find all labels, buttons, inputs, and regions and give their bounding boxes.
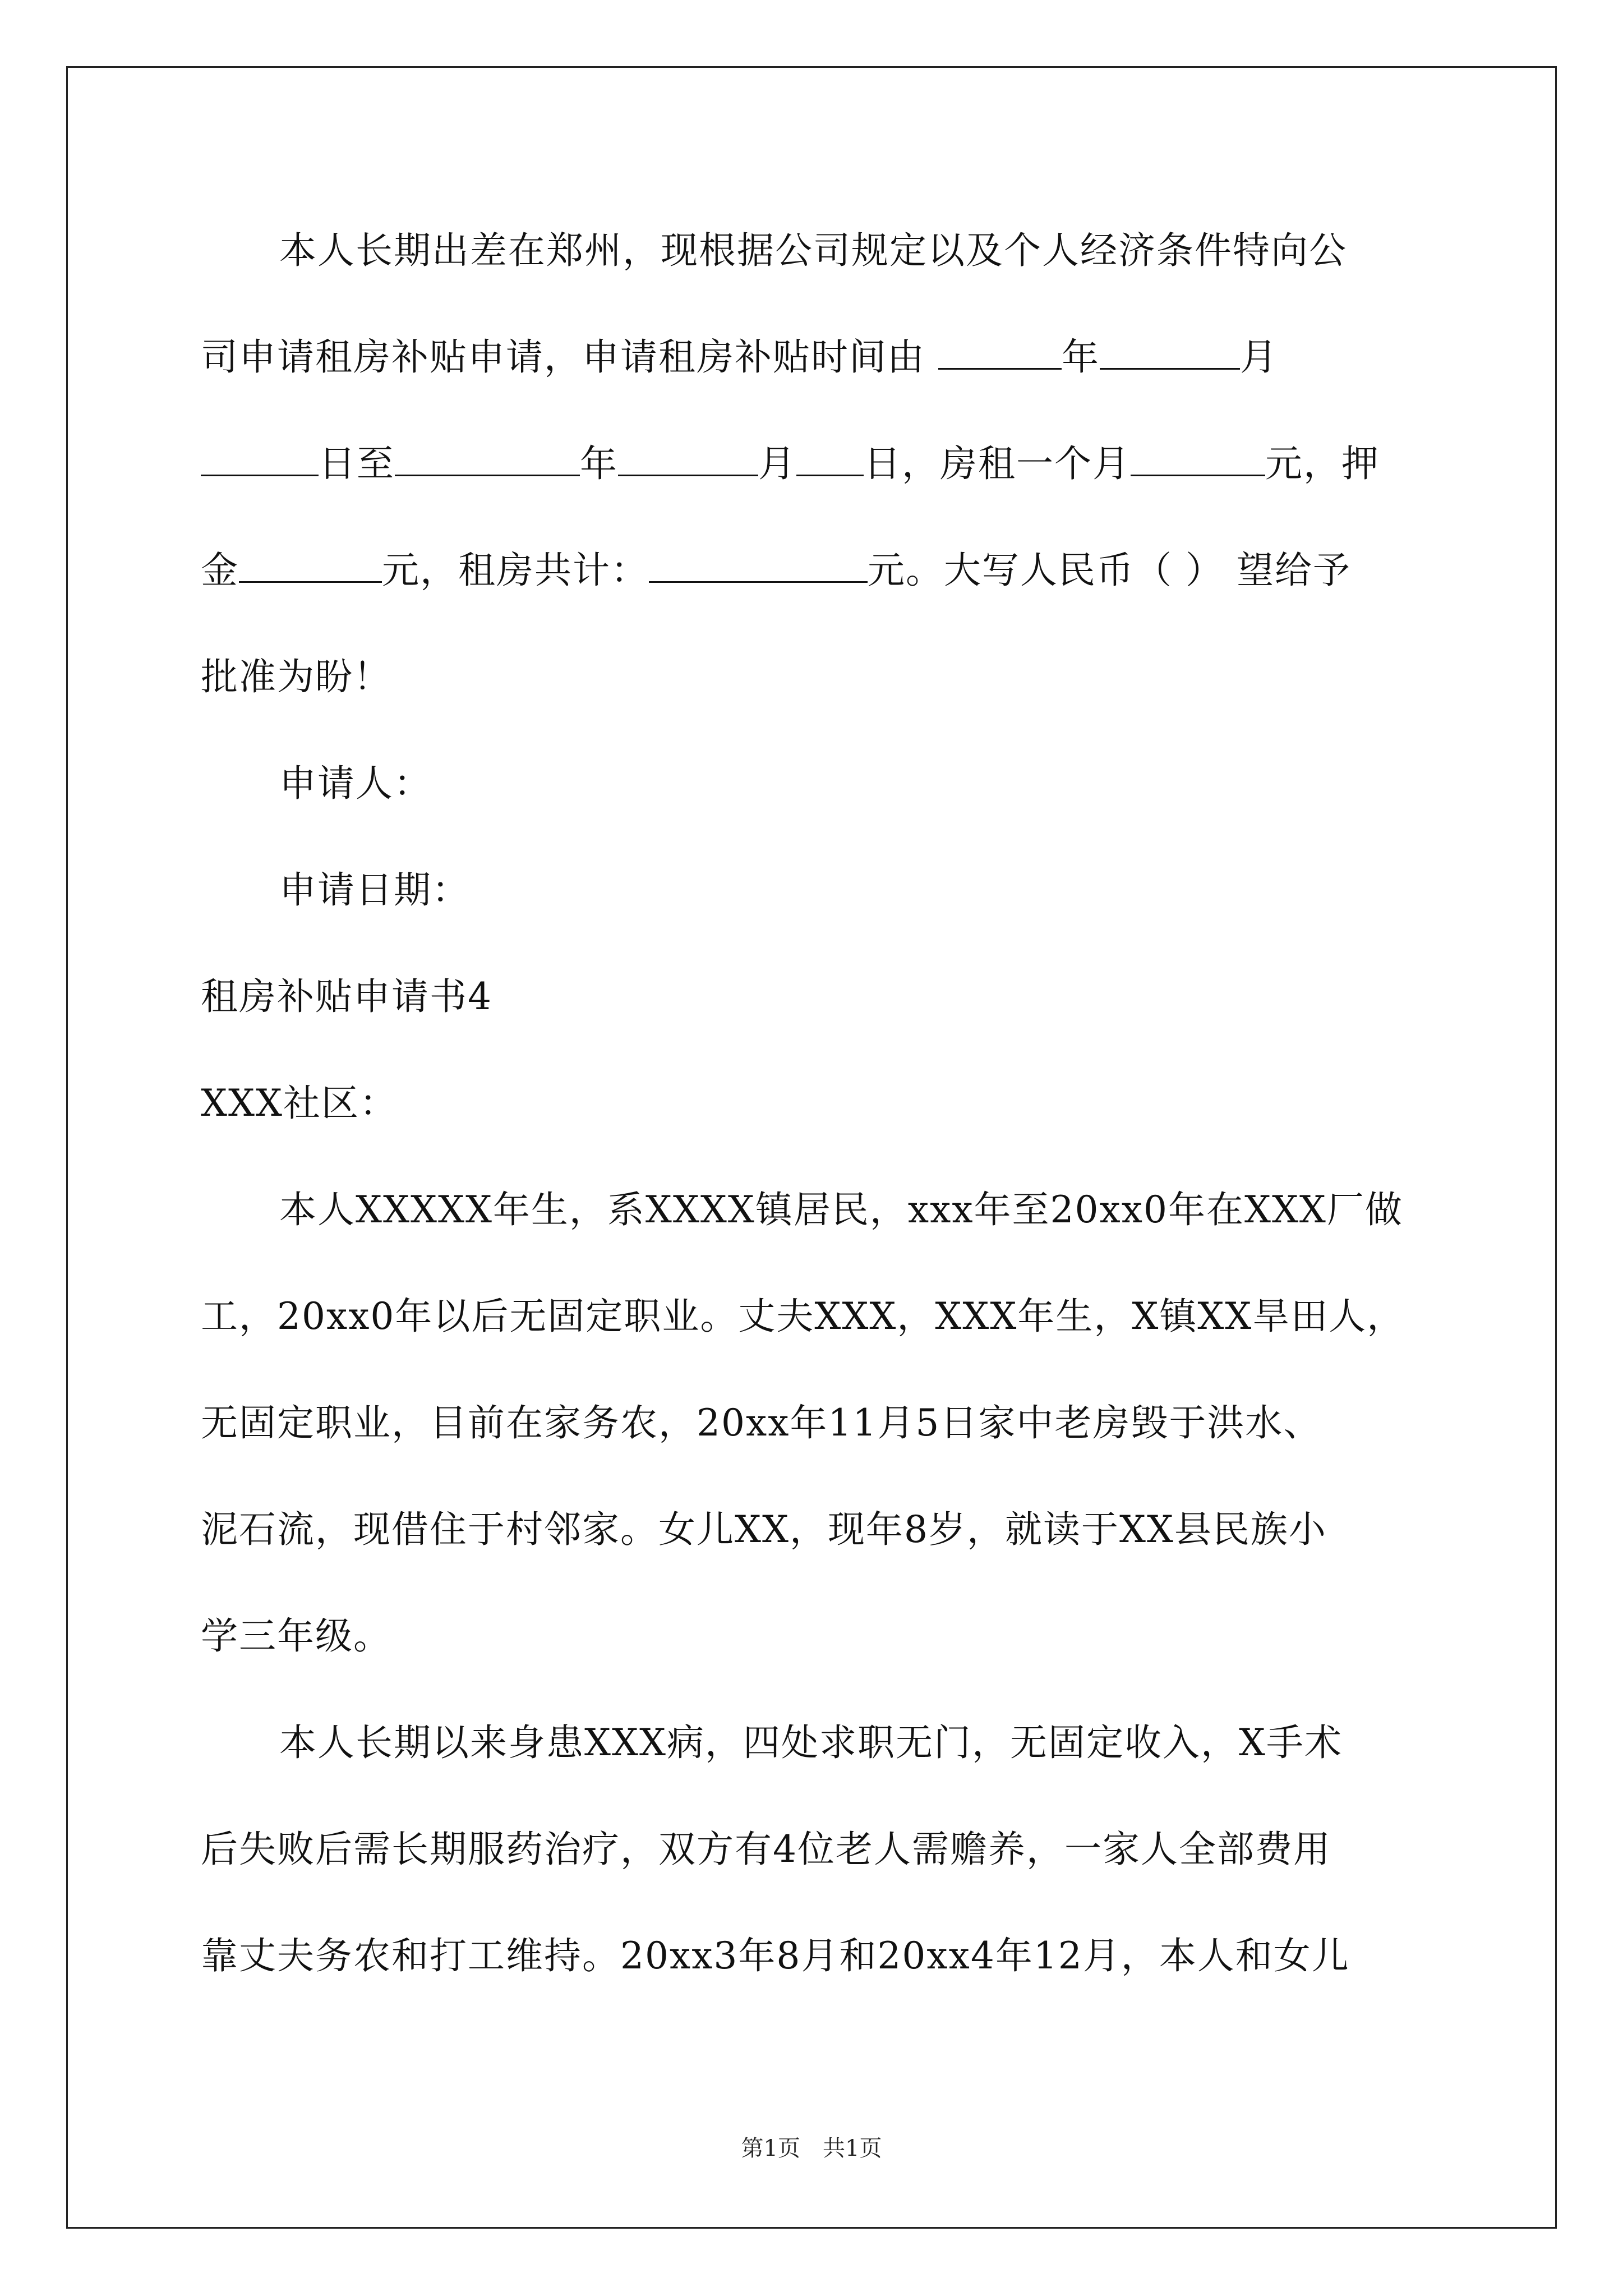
para3-line2: 后失败后需长期服药治疗，双方有4位老人需赡养，一家人全部费用	[201, 1828, 1331, 1871]
apply-date-label: 申请日期：	[279, 868, 470, 912]
para1-line1	[201, 197, 1429, 304]
blank-field	[796, 449, 864, 476]
text-run: 元。大写人民币（ ） 望给予	[868, 549, 1351, 592]
page-number: 第1页 共1页	[741, 2136, 882, 2161]
text-run: 本人长期出差在郑州，现根据公司规定以及个人经济条件特向公	[279, 229, 1347, 272]
para2-line5: 学三年级。	[201, 1614, 391, 1658]
text-run: 批准为盼！	[201, 655, 391, 698]
para1-line3	[201, 411, 1429, 517]
blank-field	[649, 555, 868, 583]
para1-line5	[201, 624, 1429, 730]
text-run: 月	[1239, 335, 1278, 379]
text-run: 金	[201, 549, 239, 592]
para2-line2: 工，20xx0年以后无固定职业。丈夫XXX，XXX年生，X镇XX旱田人，	[201, 1295, 1405, 1338]
blank-field	[201, 449, 319, 476]
document-body	[201, 197, 1429, 2009]
text-run: 年	[580, 442, 618, 485]
text-run: 年	[1061, 335, 1100, 379]
addressee: XXX社区：	[201, 1082, 398, 1125]
text-run: 日至	[319, 442, 395, 485]
text-run: 日	[864, 442, 902, 485]
blank-field	[395, 449, 580, 476]
para1-line2	[201, 304, 1429, 411]
para1-line4	[201, 517, 1429, 624]
blank-field	[618, 449, 758, 476]
para2-line1: 本人XXXXX年生，系XXXX镇居民，xxx年至20xx0年在XXX厂做	[279, 1188, 1403, 1231]
section-heading: 租房补贴申请书4	[201, 975, 492, 1018]
text-run: ，房租一个月	[902, 442, 1131, 485]
applicant-label: 申请人：	[279, 762, 432, 805]
text-run: 月	[758, 442, 796, 485]
para3-line3: 靠丈夫务农和打工维持。20xx3年8月和20xx4年12月，本人和女儿	[201, 1934, 1350, 1977]
para3-line1: 本人长期以来身患XXX病，四处求职无门，无固定收入，X手术	[279, 1721, 1343, 1764]
text-run: 元，押	[1265, 442, 1380, 485]
para2-line4: 泥石流，现借住于村邻家。女儿XX，现年8岁，就读于XX县民族小	[201, 1508, 1327, 1551]
blank-field	[1131, 449, 1265, 476]
text-run: 元，租房共计：	[382, 549, 649, 592]
blank-field	[938, 342, 1062, 370]
blank-field	[1100, 342, 1240, 370]
blank-field	[239, 555, 382, 583]
text-run: 司申请租房补贴申请，申请租房补贴时间由	[201, 335, 938, 379]
para2-line3: 无固定职业，目前在家务农，20xx年11月5日家中老房毁于洪水、	[201, 1401, 1322, 1444]
